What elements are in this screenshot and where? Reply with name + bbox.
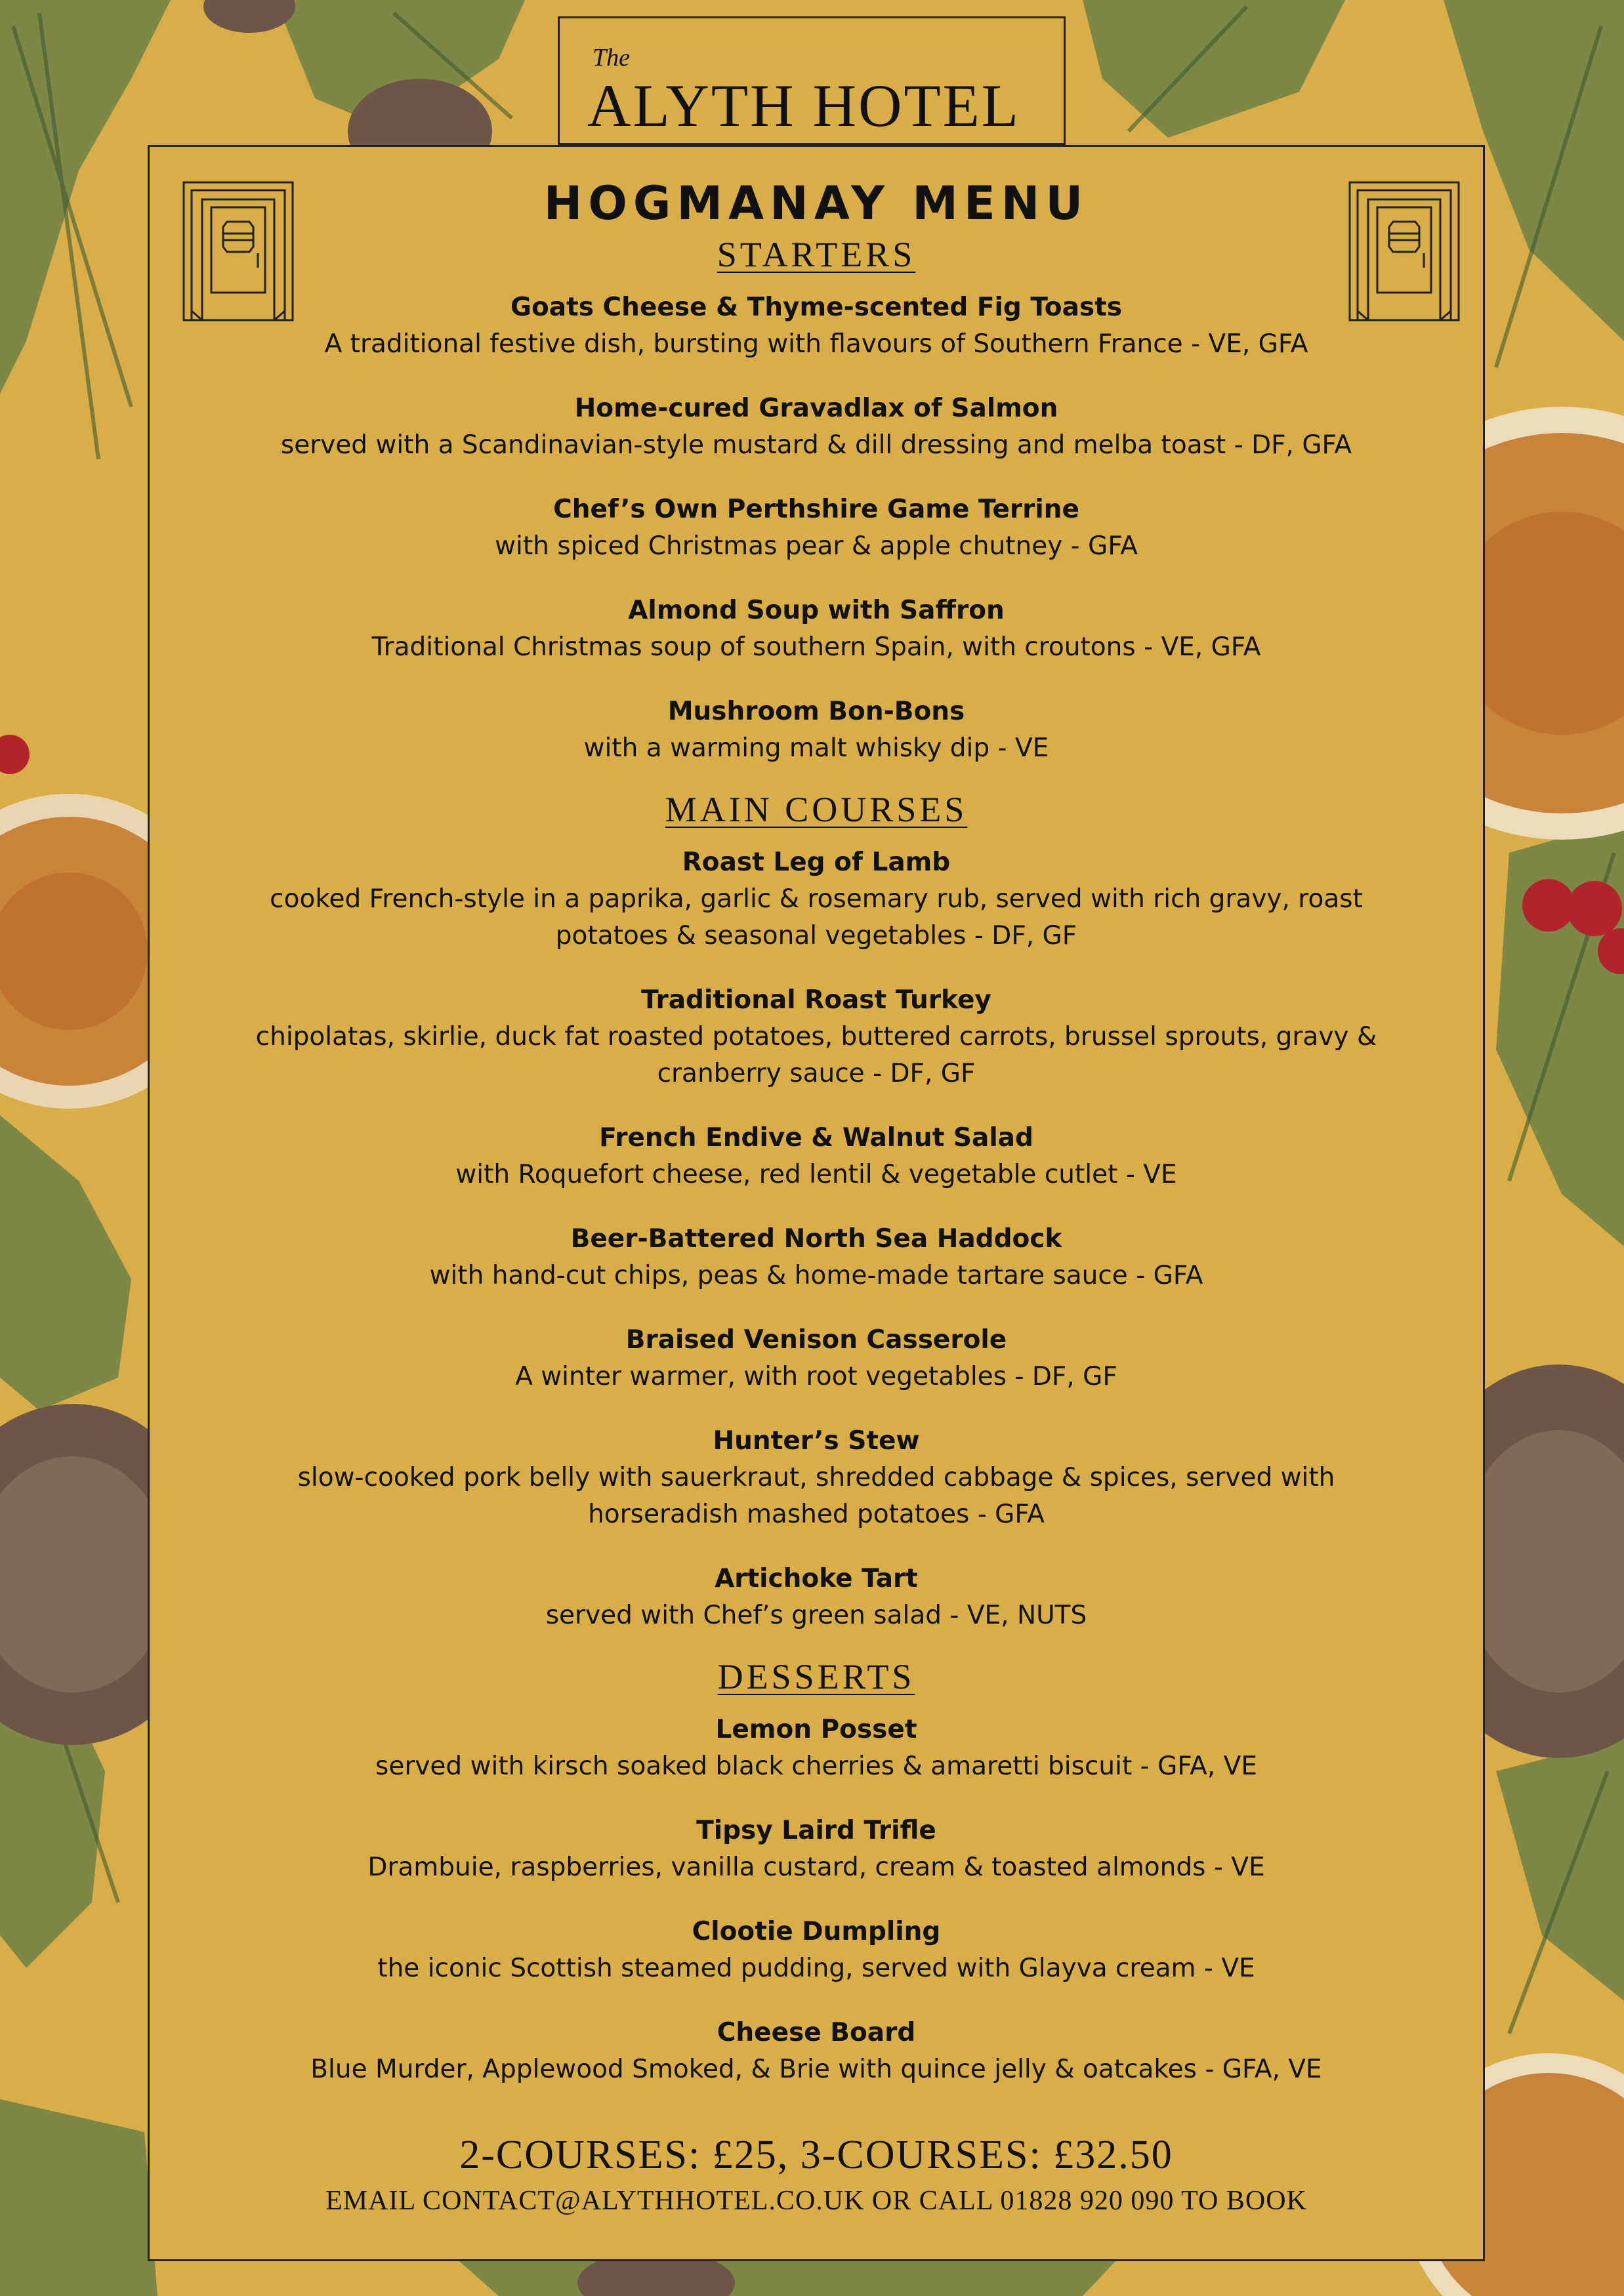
menu-item: [239, 1813, 1394, 1886]
item-description: chipolatas, skirlie, duck fat roasted potatoes, buttered carrots, brussel sprouts, gravy & cranberry sauce - DF, GF: [255, 1022, 1377, 1088]
menu-item: [239, 1120, 1394, 1193]
item-name: Almond Soup with Saffron: [628, 596, 1005, 625]
menu-item: [239, 1423, 1394, 1533]
menu-item: [239, 2015, 1394, 2088]
item-description: with spiced Christmas pear & apple chutney - GFA: [495, 531, 1138, 561]
menu-item: [239, 1221, 1394, 1294]
menu-item: [239, 390, 1394, 464]
menu-content: [148, 145, 1485, 2221]
item-description: served with kirsch soaked black cherries & amaretti biscuit - GFA, VE: [375, 1752, 1257, 1781]
item-description: A traditional festive dish, bursting with flavours of Southern France - VE, GFA: [324, 329, 1308, 359]
item-description: the iconic Scottish steamed pudding, served with Glayva cream - VE: [377, 1954, 1255, 1983]
menu-item: [239, 693, 1394, 767]
item-description: with hand-cut chips, peas & home-made tartare sauce - GFA: [429, 1261, 1203, 1290]
item-description: Blue Murder, Applewood Smoked, & Brie with quince jelly & oatcakes - GFA, VE: [310, 2055, 1322, 2084]
item-name: Hunter’s Stew: [713, 1426, 920, 1456]
item-description: with Roquefort cheese, red lentil & vegetable cutlet - VE: [455, 1160, 1177, 1189]
logo-the-text: The: [593, 44, 630, 72]
item-name: French Endive & Walnut Salad: [599, 1123, 1033, 1153]
menu-item: [239, 1914, 1394, 1987]
item-name: Roast Leg of Lamb: [682, 848, 951, 877]
menu-item: [239, 1561, 1394, 1634]
section-desserts: [148, 1654, 1485, 2088]
item-name: Braised Venison Casserole: [625, 1325, 1007, 1355]
item-description: cooked French-style in a paprika, garlic & rosemary rub, served with rich gravy, roast potatoes & seasonal vegetables - DF, GF: [270, 884, 1363, 951]
section-title: STARTERS: [717, 235, 916, 274]
item-description: slow-cooked pork belly with sauerkraut, shredded cabbage & spices, served with horseradish mashed potatoes - GFA: [297, 1463, 1335, 1529]
hotel-logo: [558, 16, 1066, 145]
menu-item: [239, 491, 1394, 565]
item-name: Tipsy Laird Trifle: [696, 1816, 936, 1845]
item-name: Artichoke Tart: [715, 1564, 918, 1593]
item-name: Cheese Board: [717, 2018, 916, 2047]
logo-hotel-name: ALYTH HOTEL: [587, 72, 1020, 139]
menu-item: [239, 844, 1394, 954]
item-name: Clootie Dumpling: [692, 1917, 941, 1946]
item-description: Traditional Christmas soup of southern Spain, with croutons - VE, GFA: [371, 632, 1261, 662]
item-description: with a warming malt whisky dip - VE: [583, 733, 1049, 763]
menu-item: [239, 1322, 1394, 1395]
item-name: Beer-Battered North Sea Haddock: [570, 1224, 1062, 1254]
item-name: Traditional Roast Turkey: [641, 985, 991, 1015]
menu-item: [239, 982, 1394, 1092]
menu-title: HOGMANAY MENU: [543, 176, 1089, 230]
section-starters: [148, 232, 1485, 767]
section-title: MAIN COURSES: [665, 790, 968, 829]
booking-contact-line: EMAIL CONTACT@ALYTHHOTEL.CO.UK OR CALL 01828 920 090 TO BOOK: [325, 2186, 1307, 2216]
menu-item: [239, 289, 1394, 363]
section-main-courses: [148, 787, 1485, 1634]
item-description: A winter warmer, with root vegetables - DF, GF: [515, 1362, 1117, 1391]
section-title: DESSERTS: [717, 1657, 915, 1696]
item-name: Goats Cheese & Thyme-scented Fig Toasts: [510, 293, 1122, 322]
item-name: Chef’s Own Perthshire Game Terrine: [553, 495, 1079, 524]
item-description: served with Chef’s green salad - VE, NUTS: [545, 1601, 1087, 1630]
item-name: Lemon Posset: [715, 1715, 917, 1744]
item-name: Home-cured Gravadlax of Salmon: [574, 394, 1058, 423]
item-name: Mushroom Bon-Bons: [667, 697, 965, 726]
menu-item: [239, 592, 1394, 666]
menu-item: [239, 1712, 1394, 1785]
item-description: Drambuie, raspberries, vanilla custard, cream & toasted almonds - VE: [367, 1853, 1265, 1882]
item-description: served with a Scandinavian-style mustard & dill dressing and melba toast - DF, GFA: [280, 430, 1352, 460]
price-line: 2-COURSES: £25, 3-COURSES: £32.50: [459, 2133, 1173, 2177]
